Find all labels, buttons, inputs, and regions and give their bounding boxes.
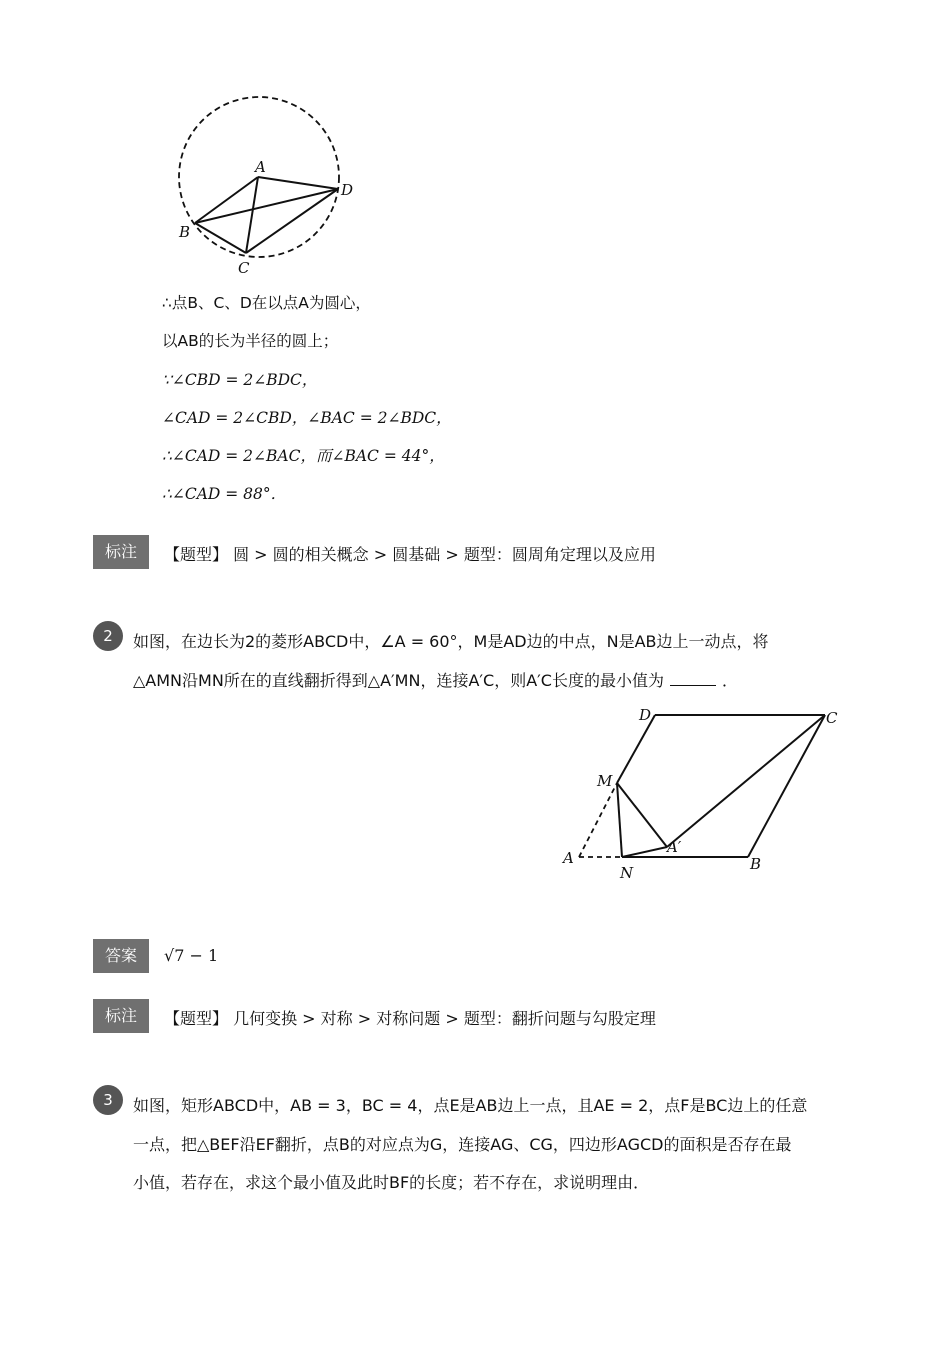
tag-text-2: 【题型】 几何变换 > 对称 > 对称问题 > 题型：翻折问题与勾股定理 (164, 1009, 656, 1028)
segment-bd (195, 189, 338, 223)
solution-line-3: ∵∠CBD = 2∠BDC， (162, 371, 318, 389)
tag-text-1: 【题型】 圆 > 圆的相关概念 > 圆基础 > 题型：圆周角定理以及应用 (164, 545, 656, 564)
quadrilateral-abcd (195, 177, 338, 253)
circle-figure (160, 85, 380, 285)
label-a-prime2: A′ (667, 838, 682, 856)
segment-na-prime (622, 847, 667, 857)
answer-label-2: 答案 (93, 939, 149, 973)
label-c2: C (826, 709, 838, 727)
question-number-2: 2 (93, 621, 123, 651)
segment-dm (617, 715, 655, 783)
question-3-line-2: 一点，把△BEF沿EF翻折，点B的对应点为G，连接AG、CG，四边形AGCD的面积是否存在最 (133, 1135, 792, 1154)
segment-ad (258, 177, 338, 189)
question-2-line-2-text: △AMN沿MN所在的直线翻折得到△A′MN，连接A′C，则A′C长度的最小值为 (133, 671, 664, 690)
segment-a-prime-c (667, 715, 825, 847)
label-b: B (179, 223, 191, 241)
answer-blank (670, 685, 716, 686)
segment-cb (748, 715, 825, 857)
solution-line-5: ∴∠CAD = 2∠BAC，而∠BAC = 44°， (162, 447, 445, 465)
solution-line-2: 以AB的长为半径的圆上； (162, 332, 339, 350)
answer-value-2: √7 − 1 (164, 946, 219, 965)
segment-cd (246, 189, 338, 253)
label-c: C (238, 259, 250, 277)
solution-line-6: ∴∠CAD = 88°． (162, 485, 287, 503)
label-d2: D (639, 706, 652, 724)
question-2-line-1: 如图，在边长为2的菱形ABCD中，∠A = 60°，M是AD边的中点，N是AB边上一动点，将 (133, 632, 769, 651)
solution-line-1: ∴点B、C、D在以点A为圆心， (162, 294, 371, 312)
tag-label-1: 标注 (93, 535, 149, 569)
question-2-line-2-end: ． (721, 671, 738, 690)
question-number-3: 3 (93, 1085, 123, 1115)
question-3-line-3: 小值，若存在，求这个最小值及此时BF的长度；若不存在，求说明理由． (133, 1173, 650, 1192)
question-2-line-2 (133, 668, 738, 691)
segment-bc (195, 223, 246, 253)
solution-line-4: ∠CAD = 2∠CBD，∠BAC = 2∠BDC， (162, 409, 452, 427)
rhombus-fold-figure (555, 700, 855, 890)
segment-ma-prime (617, 783, 667, 847)
label-n2: N (620, 864, 634, 882)
label-a: A (255, 158, 266, 176)
dashed-segment-am (579, 783, 617, 857)
label-d: D (341, 181, 354, 199)
segment-mn (617, 783, 622, 857)
label-b2: B (750, 855, 762, 873)
label-a2: A (563, 849, 574, 867)
question-3-line-1: 如图，矩形ABCD中，AB = 3，BC = 4，点E是AB边上一点，且AE = 2，点F是BC边上的任意 (133, 1096, 808, 1115)
segment-ac (246, 177, 258, 253)
tag-label-2: 标注 (93, 999, 149, 1033)
label-m2: M (597, 772, 613, 790)
